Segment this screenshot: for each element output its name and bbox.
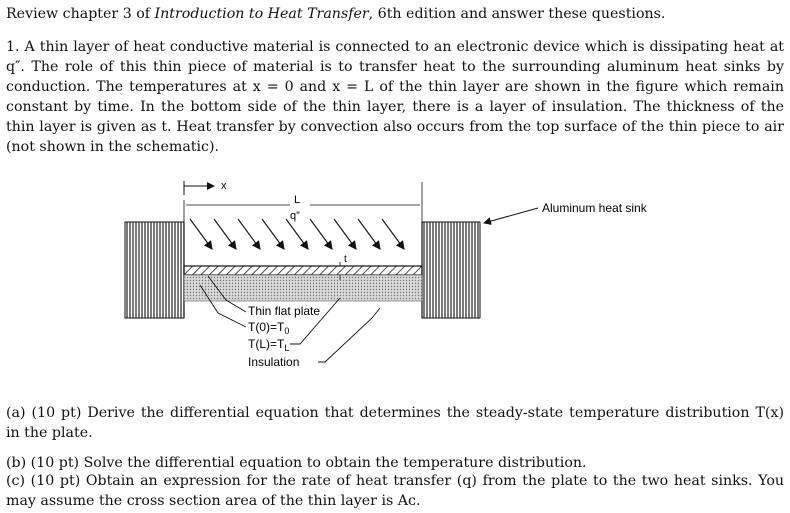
q-flux-label: q” bbox=[290, 210, 300, 222]
tl-label bbox=[248, 337, 289, 353]
question-a-line-1: (a) (10 pt) Derive the differential equation that determines the steady-state temperature distribution T(x) bbox=[6, 405, 784, 421]
tl-text: T(L)=T bbox=[248, 337, 285, 351]
heat-sink-leader bbox=[484, 208, 538, 223]
question-b: (b) (10 pt) Solve the differential equation to obtain the temperature distribution. bbox=[6, 455, 587, 471]
t0-text: T(0)=T bbox=[248, 320, 285, 334]
insulation-layer bbox=[184, 275, 422, 301]
question-c-line-2: may assume the cross section area of the thin layer is Aᴄ. bbox=[6, 493, 421, 509]
problem-line-2: q″. The role of this thin piece of material is to transfer heat to the surrounding aluminum heat sinks by bbox=[6, 59, 784, 75]
thin-plate bbox=[184, 266, 422, 275]
question-a-line-2: in the plate. bbox=[6, 425, 93, 441]
plate-label: Thin flat plate bbox=[248, 304, 321, 318]
problem-line-6: (not shown in the schematic). bbox=[6, 139, 220, 155]
heat-flux-arrows bbox=[190, 219, 404, 249]
L-label: L bbox=[294, 194, 301, 206]
intro-prefix: Review chapter 3 of bbox=[6, 6, 155, 22]
problem-line-1: 1. A thin layer of heat conductive material is connected to an electronic device which is dissipating heat at bbox=[6, 39, 784, 55]
left-heat-sink bbox=[125, 222, 184, 318]
t0-subscript: 0 bbox=[284, 326, 290, 336]
insulation-label: Insulation bbox=[248, 355, 300, 369]
t-label: t bbox=[344, 254, 347, 265]
heat-sink-label: Aluminum heat sink bbox=[542, 201, 647, 215]
book-title: Introduction to Heat Transfer bbox=[154, 6, 369, 22]
tl-subscript: L bbox=[284, 343, 290, 353]
x-label: x bbox=[221, 180, 227, 192]
problem-line-4: constant by time. In the bottom side of the thin layer, there is a layer of insulation. The thickness of the bbox=[6, 99, 784, 115]
problem-line-5: thin layer is given as t. Heat transfer by convection also occurs from the top surface of the thin piece to air bbox=[6, 119, 784, 135]
right-heat-sink bbox=[422, 222, 480, 318]
t0-label bbox=[248, 320, 289, 336]
x-axis-arrow bbox=[184, 181, 214, 195]
question-c-line-1: (c) (10 pt) Obtain an expression for the rate of heat transfer (q) from the plate to the two heat sinks. You bbox=[6, 473, 784, 489]
problem-line-3: conduction. The temperatures at x = 0 and x = L of the thin layer are shown in the figure which remain bbox=[6, 79, 784, 95]
intro-suffix: , 6th edition and answer these questions. bbox=[368, 6, 666, 22]
